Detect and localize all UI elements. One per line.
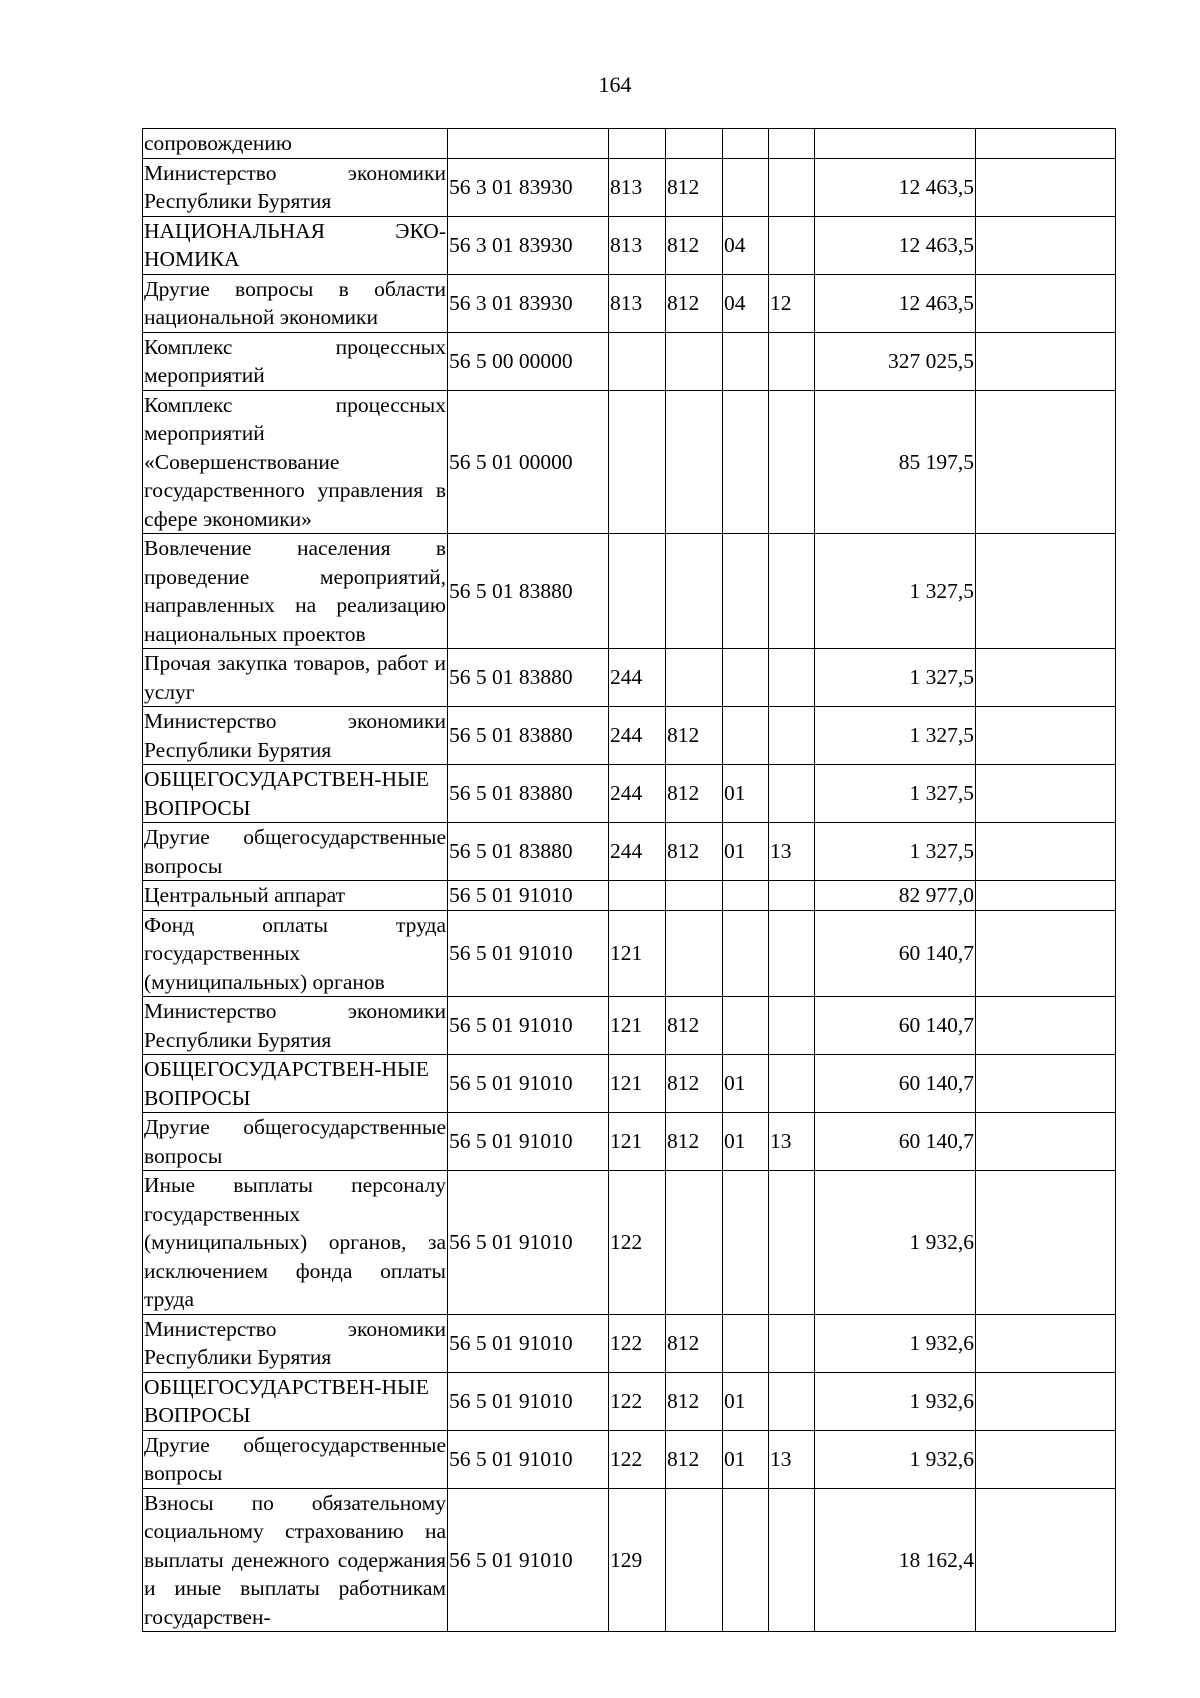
row-subsection-code xyxy=(769,390,815,534)
row-amount: 1 932,6 xyxy=(815,1372,976,1430)
row-ministry-code xyxy=(666,881,723,911)
row-ministry-code xyxy=(666,910,723,997)
row-code: 56 5 01 00000 xyxy=(448,390,609,534)
row-rasp-code: 813 xyxy=(609,274,666,332)
table-row xyxy=(143,129,1116,159)
row-amount xyxy=(815,129,976,159)
row-code: 56 3 01 83930 xyxy=(448,216,609,274)
row-section-code xyxy=(723,1171,769,1315)
row-section-code: 01 xyxy=(723,765,769,823)
row-ministry-code: 812 xyxy=(666,997,723,1055)
table-row xyxy=(143,534,1116,649)
table-row xyxy=(143,274,1116,332)
row-code xyxy=(448,129,609,159)
row-code: 56 3 01 83930 xyxy=(448,274,609,332)
row-ministry-code xyxy=(666,649,723,707)
row-code: 56 5 01 91010 xyxy=(448,910,609,997)
row-amount: 327 025,5 xyxy=(815,332,976,390)
row-subsection-code xyxy=(769,129,815,159)
row-amount: 1 327,5 xyxy=(815,823,976,881)
row-name: Другие общегосударственные вопросы xyxy=(143,823,448,881)
row-name: ОБЩЕГОСУДАРСТВЕН-НЫЕ ВОПРОСЫ xyxy=(143,1372,448,1430)
row-extra xyxy=(976,649,1116,707)
row-rasp-code: 244 xyxy=(609,765,666,823)
row-ministry-code: 812 xyxy=(666,1430,723,1488)
row-code: 56 5 01 91010 xyxy=(448,1430,609,1488)
row-ministry-code xyxy=(666,1488,723,1632)
row-name: Взносы по обязательному социальному страхованию на выплаты денежного содержания и иные выплаты работникам государствен- xyxy=(143,1488,448,1632)
row-amount: 12 463,5 xyxy=(815,216,976,274)
page-number: 164 xyxy=(598,72,632,97)
row-name: Прочая закупка товаров, работ и услуг xyxy=(143,649,448,707)
row-name: Комплекс процессных мероприятий «Совершенствование государственного управления в сфере экономики» xyxy=(143,390,448,534)
row-subsection-code xyxy=(769,1055,815,1113)
row-extra xyxy=(976,158,1116,216)
row-name: Другие вопросы в области национальной экономики xyxy=(143,274,448,332)
row-rasp-code: 244 xyxy=(609,707,666,765)
row-subsection-code xyxy=(769,534,815,649)
row-name: Комплекс процессных мероприятий xyxy=(143,332,448,390)
row-ministry-code: 812 xyxy=(666,1372,723,1430)
table-row xyxy=(143,823,1116,881)
table-row xyxy=(143,1314,1116,1372)
row-name: Министерство экономики Республики Бурятия xyxy=(143,158,448,216)
row-section-code xyxy=(723,534,769,649)
row-ministry-code: 812 xyxy=(666,823,723,881)
row-code: 56 5 01 91010 xyxy=(448,1113,609,1171)
row-subsection-code xyxy=(769,1171,815,1315)
row-subsection-code xyxy=(769,332,815,390)
row-rasp-code: 122 xyxy=(609,1430,666,1488)
row-code: 56 5 01 83880 xyxy=(448,707,609,765)
table-row xyxy=(143,649,1116,707)
row-rasp-code: 121 xyxy=(609,910,666,997)
row-subsection-code: 13 xyxy=(769,1113,815,1171)
row-ministry-code: 812 xyxy=(666,274,723,332)
row-extra xyxy=(976,910,1116,997)
row-name: ОБЩЕГОСУДАРСТВЕН-НЫЕ ВОПРОСЫ xyxy=(143,765,448,823)
row-section-code xyxy=(723,332,769,390)
row-extra xyxy=(976,1113,1116,1171)
row-rasp-code: 121 xyxy=(609,1055,666,1113)
row-subsection-code xyxy=(769,707,815,765)
table-row xyxy=(143,707,1116,765)
row-rasp-code xyxy=(609,881,666,911)
row-name: Фонд оплаты труда государственных (муниципальных) органов xyxy=(143,910,448,997)
row-ministry-code: 812 xyxy=(666,707,723,765)
row-amount: 1 327,5 xyxy=(815,707,976,765)
row-name: Другие общегосударственные вопросы xyxy=(143,1113,448,1171)
row-ministry-code: 812 xyxy=(666,1055,723,1113)
row-name: Министерство экономики Республики Бурятия xyxy=(143,707,448,765)
table-row xyxy=(143,216,1116,274)
row-amount: 18 162,4 xyxy=(815,1488,976,1632)
row-amount: 60 140,7 xyxy=(815,997,976,1055)
row-code: 56 3 01 83930 xyxy=(448,158,609,216)
table-row xyxy=(143,1113,1116,1171)
row-code: 56 5 01 83880 xyxy=(448,534,609,649)
table-row xyxy=(143,881,1116,911)
row-section-code xyxy=(723,158,769,216)
table-row xyxy=(143,997,1116,1055)
row-subsection-code xyxy=(769,1372,815,1430)
row-name: ОБЩЕГОСУДАРСТВЕН-НЫЕ ВОПРОСЫ xyxy=(143,1055,448,1113)
row-section-code xyxy=(723,1314,769,1372)
row-rasp-code: 813 xyxy=(609,158,666,216)
row-rasp-code xyxy=(609,129,666,159)
row-section-code xyxy=(723,129,769,159)
row-extra xyxy=(976,216,1116,274)
row-section-code: 04 xyxy=(723,216,769,274)
row-rasp-code: 122 xyxy=(609,1372,666,1430)
row-name: Иные выплаты персоналу государственных (муниципальных) органов, за исключением фонда оплаты труда xyxy=(143,1171,448,1315)
row-code: 56 5 01 91010 xyxy=(448,1314,609,1372)
row-section-code xyxy=(723,707,769,765)
row-section-code: 01 xyxy=(723,1113,769,1171)
row-ministry-code xyxy=(666,534,723,649)
row-extra xyxy=(976,1171,1116,1315)
row-name: НАЦИОНАЛЬНАЯ ЭКО-НОМИКА xyxy=(143,216,448,274)
row-rasp-code xyxy=(609,332,666,390)
row-subsection-code: 13 xyxy=(769,1430,815,1488)
row-rasp-code: 121 xyxy=(609,997,666,1055)
row-amount: 60 140,7 xyxy=(815,1113,976,1171)
table-row xyxy=(143,1055,1116,1113)
row-subsection-code: 12 xyxy=(769,274,815,332)
row-rasp-code: 121 xyxy=(609,1113,666,1171)
row-amount: 85 197,5 xyxy=(815,390,976,534)
row-extra xyxy=(976,765,1116,823)
row-amount: 1 327,5 xyxy=(815,649,976,707)
row-section-code: 01 xyxy=(723,823,769,881)
row-subsection-code xyxy=(769,997,815,1055)
row-name: Вовлечение населения в проведение мероприятий, направленных на реализацию национальных проектов xyxy=(143,534,448,649)
row-section-code xyxy=(723,881,769,911)
row-rasp-code xyxy=(609,390,666,534)
row-code: 56 5 01 91010 xyxy=(448,1488,609,1632)
table-row xyxy=(143,910,1116,997)
table-row xyxy=(143,158,1116,216)
row-amount: 12 463,5 xyxy=(815,158,976,216)
table-body xyxy=(143,129,1116,1632)
row-amount: 1 932,6 xyxy=(815,1171,976,1315)
table-row xyxy=(143,1171,1116,1315)
row-amount: 1 932,6 xyxy=(815,1314,976,1372)
row-ministry-code: 812 xyxy=(666,216,723,274)
row-subsection-code: 13 xyxy=(769,823,815,881)
row-code: 56 5 01 91010 xyxy=(448,1055,609,1113)
row-ministry-code: 812 xyxy=(666,1314,723,1372)
row-extra xyxy=(976,707,1116,765)
row-section-code xyxy=(723,649,769,707)
row-ministry-code: 812 xyxy=(666,765,723,823)
row-subsection-code xyxy=(769,765,815,823)
row-rasp-code: 122 xyxy=(609,1314,666,1372)
row-amount: 12 463,5 xyxy=(815,274,976,332)
row-code: 56 5 01 83880 xyxy=(448,823,609,881)
row-extra xyxy=(976,332,1116,390)
row-subsection-code xyxy=(769,881,815,911)
row-ministry-code: 812 xyxy=(666,158,723,216)
row-section-code xyxy=(723,910,769,997)
row-extra xyxy=(976,1488,1116,1632)
row-rasp-code: 129 xyxy=(609,1488,666,1632)
row-rasp-code: 244 xyxy=(609,823,666,881)
row-extra xyxy=(976,997,1116,1055)
row-subsection-code xyxy=(769,216,815,274)
row-section-code xyxy=(723,997,769,1055)
row-section-code: 01 xyxy=(723,1430,769,1488)
row-subsection-code xyxy=(769,910,815,997)
row-ministry-code xyxy=(666,129,723,159)
row-rasp-code: 813 xyxy=(609,216,666,274)
row-code: 56 5 01 91010 xyxy=(448,881,609,911)
row-ministry-code xyxy=(666,390,723,534)
row-name: Другие общегосударственные вопросы xyxy=(143,1430,448,1488)
row-name: Министерство экономики Республики Бурятия xyxy=(143,1314,448,1372)
row-code: 56 5 00 00000 xyxy=(448,332,609,390)
row-extra xyxy=(976,274,1116,332)
row-extra xyxy=(976,1055,1116,1113)
row-extra xyxy=(976,534,1116,649)
row-code: 56 5 01 83880 xyxy=(448,649,609,707)
table-row xyxy=(143,1430,1116,1488)
row-amount: 1 327,5 xyxy=(815,765,976,823)
table-row xyxy=(143,1372,1116,1430)
row-rasp-code: 122 xyxy=(609,1171,666,1315)
row-extra xyxy=(976,1314,1116,1372)
row-code: 56 5 01 91010 xyxy=(448,1171,609,1315)
row-section-code xyxy=(723,390,769,534)
row-subsection-code xyxy=(769,649,815,707)
row-rasp-code xyxy=(609,534,666,649)
row-section-code xyxy=(723,1488,769,1632)
row-section-code: 01 xyxy=(723,1055,769,1113)
row-ministry-code: 812 xyxy=(666,1113,723,1171)
table-row xyxy=(143,390,1116,534)
row-amount: 82 977,0 xyxy=(815,881,976,911)
row-subsection-code xyxy=(769,158,815,216)
row-extra xyxy=(976,1430,1116,1488)
row-extra xyxy=(976,129,1116,159)
row-ministry-code xyxy=(666,1171,723,1315)
row-extra xyxy=(976,1372,1116,1430)
row-amount: 60 140,7 xyxy=(815,910,976,997)
row-name: Министерство экономики Республики Бурятия xyxy=(143,997,448,1055)
row-extra xyxy=(976,390,1116,534)
row-code: 56 5 01 83880 xyxy=(448,765,609,823)
table-row xyxy=(143,765,1116,823)
row-name: сопровождению xyxy=(143,129,448,159)
row-section-code: 04 xyxy=(723,274,769,332)
row-rasp-code: 244 xyxy=(609,649,666,707)
row-extra xyxy=(976,823,1116,881)
row-ministry-code xyxy=(666,332,723,390)
row-subsection-code xyxy=(769,1488,815,1632)
row-code: 56 5 01 91010 xyxy=(448,997,609,1055)
row-subsection-code xyxy=(769,1314,815,1372)
table-row xyxy=(143,1488,1116,1632)
row-section-code: 01 xyxy=(723,1372,769,1430)
budget-table xyxy=(142,128,1116,1632)
row-code: 56 5 01 91010 xyxy=(448,1372,609,1430)
row-amount: 60 140,7 xyxy=(815,1055,976,1113)
row-extra xyxy=(976,881,1116,911)
row-name: Центральный аппарат xyxy=(143,881,448,911)
row-amount: 1 932,6 xyxy=(815,1430,976,1488)
table-row xyxy=(143,332,1116,390)
row-amount: 1 327,5 xyxy=(815,534,976,649)
